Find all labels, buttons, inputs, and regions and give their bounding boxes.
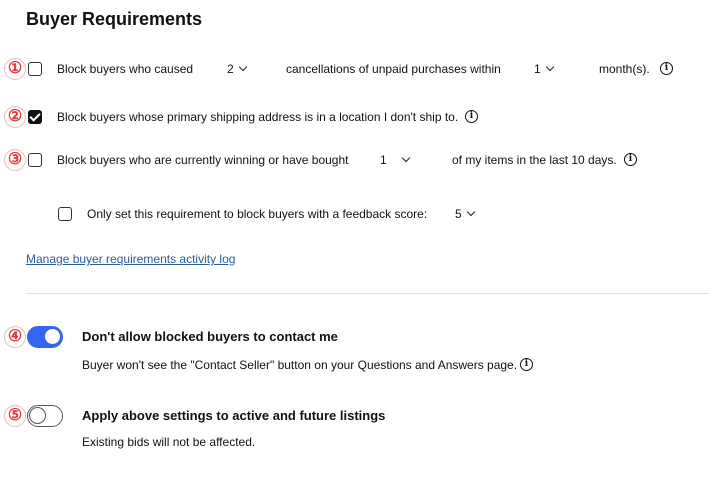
page-title: Buyer Requirements [26,9,203,29]
recent-purchases-suffix: of my items in the last 10 days. [452,153,617,167]
apply-heading: Apply above settings to active and future listings [82,408,386,423]
cancellations-count-value: 2 [227,62,234,76]
step-badge-2: ② [4,106,26,128]
apply-listings-toggle[interactable] [27,405,63,427]
shipping-location-label: Block buyers whose primary shipping address is in a location I don't ship to. [57,110,459,124]
feedback-score-value: 5 [455,207,462,221]
info-icon[interactable]: i [624,153,637,166]
apply-setting [0,404,709,428]
contact-description-row [0,355,709,379]
chevron-down-icon [238,63,246,71]
months-value: 1 [534,62,541,76]
activity-log-link[interactable]: Manage buyer requirements activity log [26,252,236,266]
items-count-value: 1 [380,153,387,167]
block-contact-toggle[interactable] [27,326,63,348]
shipping-location-checkbox[interactable] [28,110,42,124]
chevron-down-icon [545,63,553,71]
toggle-knob [44,328,61,345]
apply-description-row [0,432,709,456]
recent-purchases-label: Block buyers who are currently winning or have bought [57,153,349,167]
apply-description: Existing bids will not be affected. [82,435,256,449]
items-count-select[interactable] [380,148,409,172]
section-divider [26,293,709,294]
months-suffix: month(s). [599,62,650,76]
recent-purchases-checkbox[interactable] [28,153,42,167]
requirement-feedback-score [0,202,709,226]
feedback-score-label: Only set this requirement to block buyers with a feedback score: [87,207,428,221]
unpaid-cancellations-label: Block buyers who caused [57,62,194,76]
toggle-knob [29,407,46,424]
step-badge-3: ③ [4,149,26,171]
unpaid-cancellations-checkbox[interactable] [28,62,42,76]
feedback-score-select[interactable] [455,202,474,226]
step-badge-4: ④ [4,326,26,348]
months-select[interactable] [534,57,553,81]
contact-heading: Don't allow blocked buyers to contact me [82,329,338,344]
requirement-unpaid-cancellations [0,57,709,81]
feedback-score-checkbox[interactable] [58,207,72,221]
info-icon[interactable]: i [465,110,478,123]
step-badge-1: ① [4,58,26,80]
info-icon[interactable]: i [520,358,533,371]
contact-description: Buyer won't see the "Contact Seller" button on your Questions and Answers page. [82,358,518,372]
info-icon[interactable]: i [660,62,673,75]
requirement-shipping-location [0,105,709,129]
contact-setting [0,325,709,349]
step-badge-5: ⑤ [4,405,26,427]
chevron-down-icon [466,208,474,216]
chevron-down-icon [401,154,409,162]
requirement-recent-purchases [0,148,709,172]
unpaid-cancellations-middle-text: cancellations of unpaid purchases within [286,62,501,76]
cancellations-count-select[interactable] [227,57,246,81]
